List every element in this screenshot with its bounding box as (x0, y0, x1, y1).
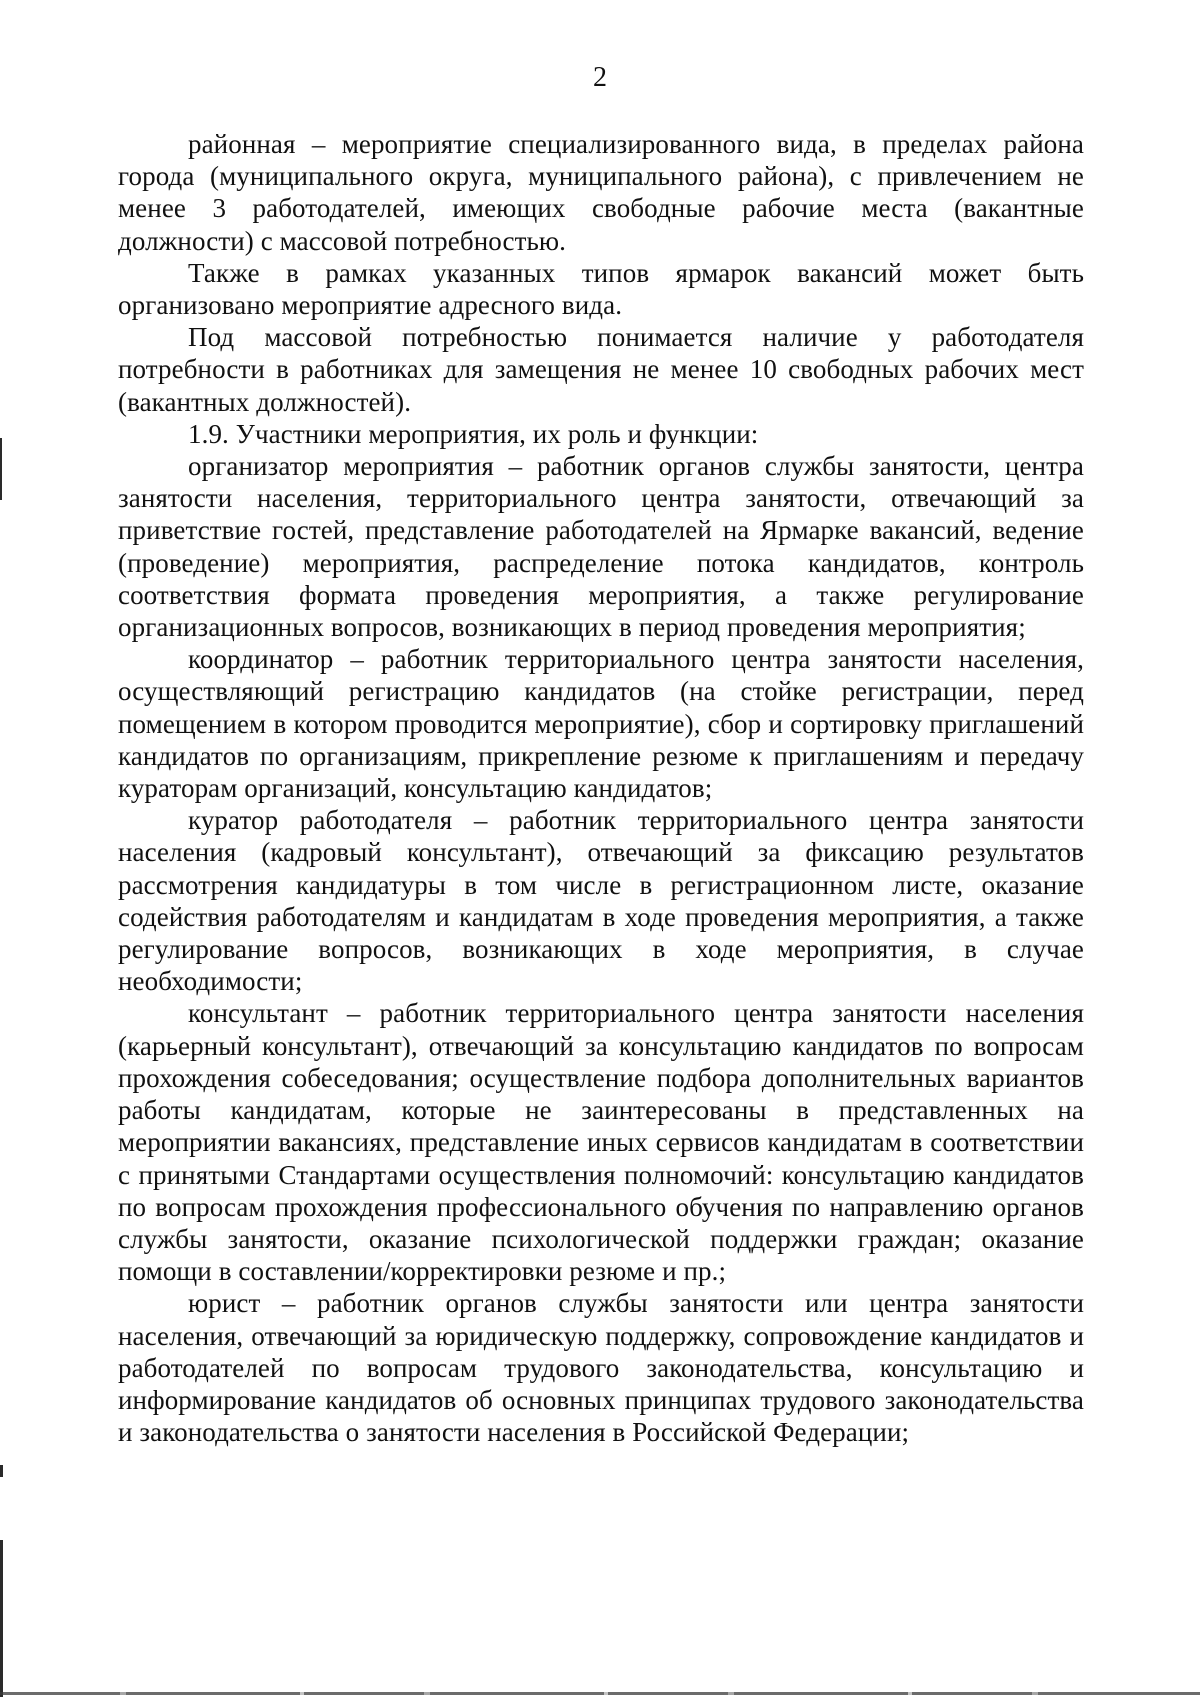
scan-bottom-edge (0, 1692, 1200, 1695)
paragraph-targeted-event: Также в рамках указанных типов ярмарок вакансий может быть организовано мероприятие адресного вида. (118, 257, 1084, 321)
scan-edge-mark (0, 438, 2, 500)
paragraph-employer-curator: куратор работодателя – работник территориального центра занятости населения (кадровый консультант), отвечающий за фиксацию результатов рассмотрения кандидатуры в том числе в регистрационном листе, оказание содействия работодателям и кандидатам в ходе проведения мероприятия, а также регулирование вопросов, возникающих в ходе мероприятия, в случае необходимости; (118, 805, 1084, 997)
paragraph-coordinator: координатор – работник территориального центра занятости населения, осуществляющий регистрацию кандидатов (на стойке регистрации, перед помещением в котором проводится мероприятие), сбор и сортировку приглашений кандидатов по организациям, прикрепление резюме к приглашениям и передачу кураторам организаций, консультацию кандидатов; (118, 644, 1084, 804)
paragraph-organizer: организатор мероприятия – работник органов службы занятости, центра занятости населения, территориального центра занятости, отвечающий за приветствие гостей, представление работодателей на Ярмарке вакансий, ведение (проведение) мероприятия, распределение потока кандидатов, контроль соответствия формата проведения мероприятия, а также регулирование организационных вопросов, возникающих в период проведения мероприятия; (118, 451, 1084, 643)
scan-edge-mark (0, 1540, 3, 1697)
document-body (118, 128, 1084, 1448)
page-number: 2 (593, 62, 607, 93)
paragraph-mass-demand: Под массовой потребностью понимается наличие у работодателя потребности в работниках для замещения не менее 10 свободных рабочих мест (вакантных должностей). (118, 322, 1084, 417)
paragraph-consultant: консультант – работник территориального центра занятости населения (карьерный консультант), отвечающий за консультацию кандидатов по вопросам прохождения собеседования; осуществление подбора дополнительных вариантов работы кандидатам, которые не заинтересованы в представленных на мероприятии вакансиях, представление иных сервисов кандидатам в соответствии с принятыми Стандартами осуществления полномочий: консультацию кандидатов по вопросам прохождения профессионального обучения по направлению органов службы занятости, оказание психологической поддержки граждан; оказание помощи в составлении/корректировки резюме и пр.; (118, 998, 1084, 1287)
section-heading-participants: 1.9. Участники мероприятия, их роль и функции: (188, 418, 759, 449)
scan-edge-mark (0, 1465, 3, 1477)
paragraph-lawyer: юрист – работник органов службы занятости или центра занятости населения, отвечающий за юридическую поддержку, сопровождение кандидатов и работодателей по вопросам трудового законодательства, консультацию и информирование кандидатов об основных принципах трудового законодательства и законодательства о занятости населения в Российской Федерации; (118, 1288, 1084, 1448)
paragraph-district-fair: районная – мероприятие специализированного вида, в пределах района города (муниципального округа, муниципального района), с привлечением не менее 3 работодателей, имеющих свободные рабочие места (вакантные должности) с массовой потребностью. (118, 129, 1084, 256)
